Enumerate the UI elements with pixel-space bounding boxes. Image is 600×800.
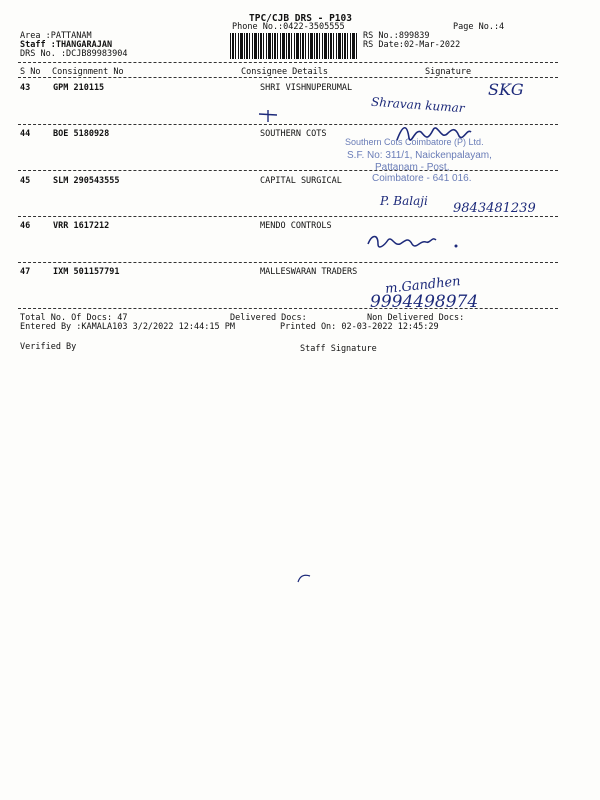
col-consignment: Consignment No: [52, 67, 124, 77]
entered-by: Entered By :KAMALA103 3/2/2022 12:44:15 PM: [20, 322, 235, 332]
row-divider: [18, 170, 558, 171]
pen-mark: [296, 572, 312, 584]
handwritten-name: P. Balaji: [380, 194, 428, 208]
staff-signature-label: Staff Signature: [300, 344, 377, 354]
company-stamp-line3: Pattanam - Post,: [375, 162, 450, 173]
row-divider: [18, 262, 558, 263]
staff-field: Staff :THANGARAJAN: [20, 40, 113, 50]
delivered-docs: Delivered Docs:: [230, 313, 307, 323]
area-field: Area :PATTANAM: [20, 31, 92, 41]
company-stamp-line4: Coimbatore - 641 016.: [372, 173, 472, 184]
row-consignment: IXM 501157791: [53, 267, 120, 277]
row-sno: 47: [20, 267, 31, 277]
document-title: TPC/CJB DRS - P103: [249, 13, 352, 24]
row-divider: [18, 124, 558, 125]
row-sno: 46: [20, 221, 31, 231]
company-stamp-line2: S.F. No: 311/1, Naickenpalayam,: [347, 150, 492, 161]
handwritten-name: m.Gandhen: [384, 274, 462, 297]
col-sno: S No: [20, 67, 41, 77]
row-divider: [18, 308, 558, 309]
handwritten-phone: 9994498974: [370, 292, 479, 312]
page-number: Page No.:4: [453, 22, 505, 32]
row-sno: 45: [20, 176, 31, 186]
non-delivered-docs: Non Delivered Docs:: [367, 313, 465, 323]
row-consignment: VRR 1617212: [53, 221, 110, 231]
col-consignee: Consignee Details: [241, 67, 328, 77]
row-consignee: MALLESWARAN TRADERS: [260, 267, 358, 277]
rs-date: RS Date:02-Mar-2022: [363, 40, 461, 50]
row-consignee: SHRI VISHNUPERUMAL: [260, 83, 353, 93]
row-consignee: MENDO CONTROLS: [260, 221, 332, 231]
cross-mark: [258, 110, 278, 124]
row-consignment: BOE 5180928: [53, 129, 110, 139]
row-consignment: SLM 290543555: [53, 176, 120, 186]
drs-number: DRS No. :DCJB89983904: [20, 49, 128, 59]
handwritten-initials: SKG: [488, 80, 524, 99]
handwritten-phone: 9843481239: [453, 201, 536, 216]
phone-number: Phone No.:0422-3505555: [232, 22, 345, 32]
printed-on: Printed On: 02-03-2022 12:45:29: [280, 322, 439, 332]
signature-scribble: [366, 232, 466, 252]
row-sno: 44: [20, 129, 31, 139]
handwritten-name: Shravan kumar: [370, 94, 465, 116]
total-docs: Total No. Of Docs: 47: [20, 313, 128, 323]
barcode: [230, 33, 358, 59]
row-sno: 43: [20, 83, 31, 93]
row-consignment: GPM 210115: [53, 83, 105, 93]
company-stamp-line1: Southern Cots Coimbatore (P) Ltd.: [345, 137, 484, 147]
row-consignee: CAPITAL SURGICAL: [260, 176, 342, 186]
rs-number: RS No.:899839: [363, 31, 430, 41]
divider: [18, 62, 558, 63]
verified-by: Verified By: [20, 342, 77, 352]
row-consignee: SOUTHERN COTS: [260, 129, 327, 139]
divider: [18, 77, 558, 78]
row-divider: [18, 216, 558, 217]
col-signature: Signature: [425, 67, 472, 77]
signature-scribble: [393, 120, 473, 148]
